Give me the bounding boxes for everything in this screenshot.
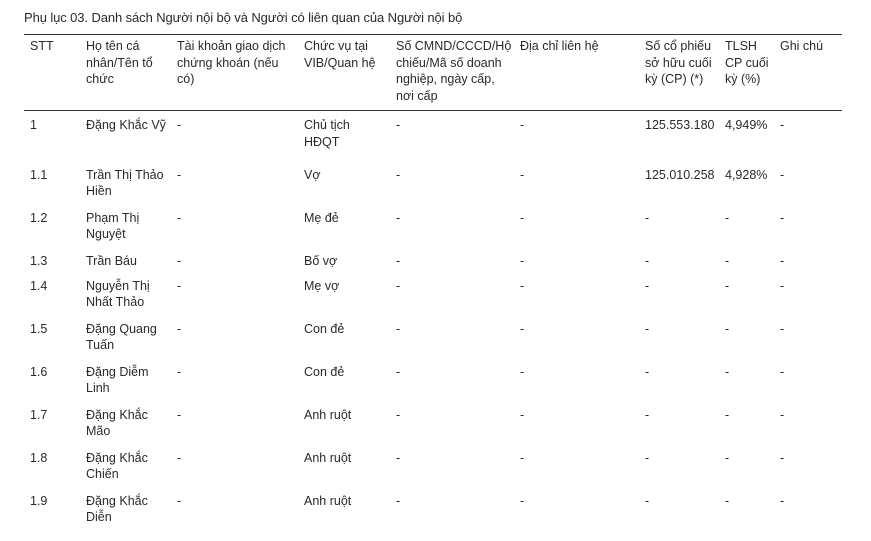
cell-shares: 125.553.180 bbox=[645, 118, 715, 132]
cell-stt: 1.8 bbox=[30, 450, 48, 465]
cell-note: - bbox=[780, 278, 785, 293]
cell-name: Phạm Thị Nguyệt bbox=[86, 210, 140, 241]
insider-table bbox=[24, 34, 842, 536]
cell-ratio: - bbox=[725, 407, 730, 422]
col-id-header: Số CMND/CCCD/Hộ chiếu/Mã số doanh nghiệp, ngày cấp, nơi cấp bbox=[392, 35, 516, 111]
table-row bbox=[24, 321, 842, 364]
cell-account: - bbox=[177, 321, 182, 336]
table-row bbox=[24, 253, 842, 278]
col-shares-header: Số cổ phiếu sở hữu cuối kỳ (CP) (*) bbox=[641, 35, 721, 111]
cell-account: - bbox=[177, 118, 182, 132]
cell-position: Mẹ vợ bbox=[304, 278, 340, 293]
cell-account: - bbox=[177, 450, 182, 465]
cell-shares: - bbox=[645, 493, 650, 508]
cell-ratio: - bbox=[725, 364, 730, 379]
cell-position: Mẹ đẻ bbox=[304, 210, 339, 225]
header-row bbox=[24, 35, 842, 111]
cell-id: - bbox=[396, 321, 401, 336]
cell-stt: 1.9 bbox=[30, 493, 48, 508]
table-row bbox=[24, 450, 842, 493]
cell-address: - bbox=[520, 210, 525, 225]
table-row bbox=[24, 364, 842, 407]
cell-account: - bbox=[177, 253, 182, 268]
cell-name: Đặng Quang Tuấn bbox=[86, 321, 157, 352]
table-row bbox=[24, 167, 842, 210]
col-position-header: Chức vụ tại VIB/Quan hệ bbox=[300, 35, 392, 111]
cell-name: Đặng Diễm Linh bbox=[86, 364, 149, 395]
cell-stt: 1.6 bbox=[30, 364, 48, 379]
cell-position: Bố vợ bbox=[304, 253, 338, 268]
cell-id: - bbox=[396, 364, 401, 379]
cell-ratio: - bbox=[725, 450, 730, 465]
cell-ratio: - bbox=[725, 210, 730, 225]
cell-ratio: - bbox=[725, 493, 730, 508]
cell-shares: - bbox=[645, 450, 650, 465]
cell-name: Đặng Khắc Chiến bbox=[86, 450, 148, 481]
cell-name: Đặng Khắc Diễn bbox=[86, 493, 148, 524]
cell-position: Con đẻ bbox=[304, 321, 345, 336]
col-account-header: Tài khoản giao dịch chứng khoán (nếu có) bbox=[173, 35, 300, 111]
cell-account: - bbox=[177, 493, 182, 508]
cell-name: Trần Thị Thảo Hiền bbox=[86, 167, 164, 198]
cell-ratio: - bbox=[725, 253, 730, 268]
cell-address: - bbox=[520, 253, 525, 268]
cell-id: - bbox=[396, 253, 401, 268]
cell-stt: 1.7 bbox=[30, 407, 48, 422]
cell-address: - bbox=[520, 278, 525, 293]
table-row bbox=[24, 210, 842, 253]
cell-stt: 1 bbox=[30, 118, 37, 132]
cell-id: - bbox=[396, 407, 401, 422]
cell-id: - bbox=[396, 210, 401, 225]
cell-ratio: 4,928% bbox=[725, 167, 768, 182]
cell-address: - bbox=[520, 118, 525, 132]
cell-note: - bbox=[780, 253, 785, 268]
cell-ratio: - bbox=[725, 321, 730, 336]
cell-name: Trần Báu bbox=[86, 253, 137, 268]
cell-name: Đặng Khắc Mão bbox=[86, 407, 148, 438]
col-name-header: Họ tên cá nhân/Tên tổ chức bbox=[82, 35, 173, 111]
cell-note: - bbox=[780, 450, 785, 465]
cell-id: - bbox=[396, 167, 401, 182]
cell-note: - bbox=[780, 321, 785, 336]
cell-address: - bbox=[520, 450, 525, 465]
cell-address: - bbox=[520, 321, 525, 336]
cell-account: - bbox=[177, 167, 182, 182]
table-row bbox=[24, 407, 842, 450]
cell-name: Nguyễn Thị Nhất Thảo bbox=[86, 278, 150, 309]
cell-position: Anh ruột bbox=[304, 407, 352, 422]
cell-stt: 1.5 bbox=[30, 321, 48, 336]
cell-shares: - bbox=[645, 253, 650, 268]
cell-note: - bbox=[780, 118, 785, 132]
table-row bbox=[24, 493, 842, 536]
cell-id: - bbox=[396, 118, 401, 132]
cell-address: - bbox=[520, 167, 525, 182]
cell-stt: 1.1 bbox=[30, 167, 48, 182]
cell-position: Chủ tịch HĐQT bbox=[304, 118, 350, 149]
cell-address: - bbox=[520, 493, 525, 508]
cell-account: - bbox=[177, 210, 182, 225]
cell-shares: - bbox=[645, 210, 650, 225]
cell-note: - bbox=[780, 364, 785, 379]
cell-shares: - bbox=[645, 278, 650, 293]
cell-note: - bbox=[780, 210, 785, 225]
cell-shares: - bbox=[645, 321, 650, 336]
cell-id: - bbox=[396, 493, 401, 508]
col-stt-header: STT bbox=[24, 35, 82, 111]
cell-position: Anh ruột bbox=[304, 493, 352, 508]
col-address-header: Địa chỉ liên hệ bbox=[516, 35, 641, 111]
cell-ratio: 4,949% bbox=[725, 118, 768, 132]
cell-stt: 1.3 bbox=[30, 253, 48, 268]
cell-account: - bbox=[177, 364, 182, 379]
cell-stt: 1.4 bbox=[30, 278, 48, 293]
cell-account: - bbox=[177, 278, 182, 293]
cell-address: - bbox=[520, 407, 525, 422]
cell-account: - bbox=[177, 407, 182, 422]
cell-position: Vợ bbox=[304, 167, 321, 182]
cell-id: - bbox=[396, 278, 401, 293]
cell-note: - bbox=[780, 493, 785, 508]
cell-shares: - bbox=[645, 364, 650, 379]
cell-name: Đặng Khắc Vỹ bbox=[86, 118, 166, 132]
table-row bbox=[24, 278, 842, 321]
cell-note: - bbox=[780, 167, 785, 182]
col-ratio-header: TLSH CP cuối kỳ (%) bbox=[721, 35, 776, 111]
table-row bbox=[24, 111, 842, 167]
cell-position: Con đẻ bbox=[304, 364, 345, 379]
page-title: Phụ lục 03. Danh sách Người nội bộ và Người có liên quan của Người nội bộ bbox=[24, 10, 463, 25]
cell-address: - bbox=[520, 364, 525, 379]
cell-id: - bbox=[396, 450, 401, 465]
cell-shares: - bbox=[645, 407, 650, 422]
table-body bbox=[24, 111, 842, 536]
cell-ratio: - bbox=[725, 278, 730, 293]
cell-stt: 1.2 bbox=[30, 210, 48, 225]
cell-shares: 125.010.258 bbox=[645, 167, 715, 182]
cell-position: Anh ruột bbox=[304, 450, 352, 465]
col-note-header: Ghi chú bbox=[776, 35, 842, 111]
cell-note: - bbox=[780, 407, 785, 422]
